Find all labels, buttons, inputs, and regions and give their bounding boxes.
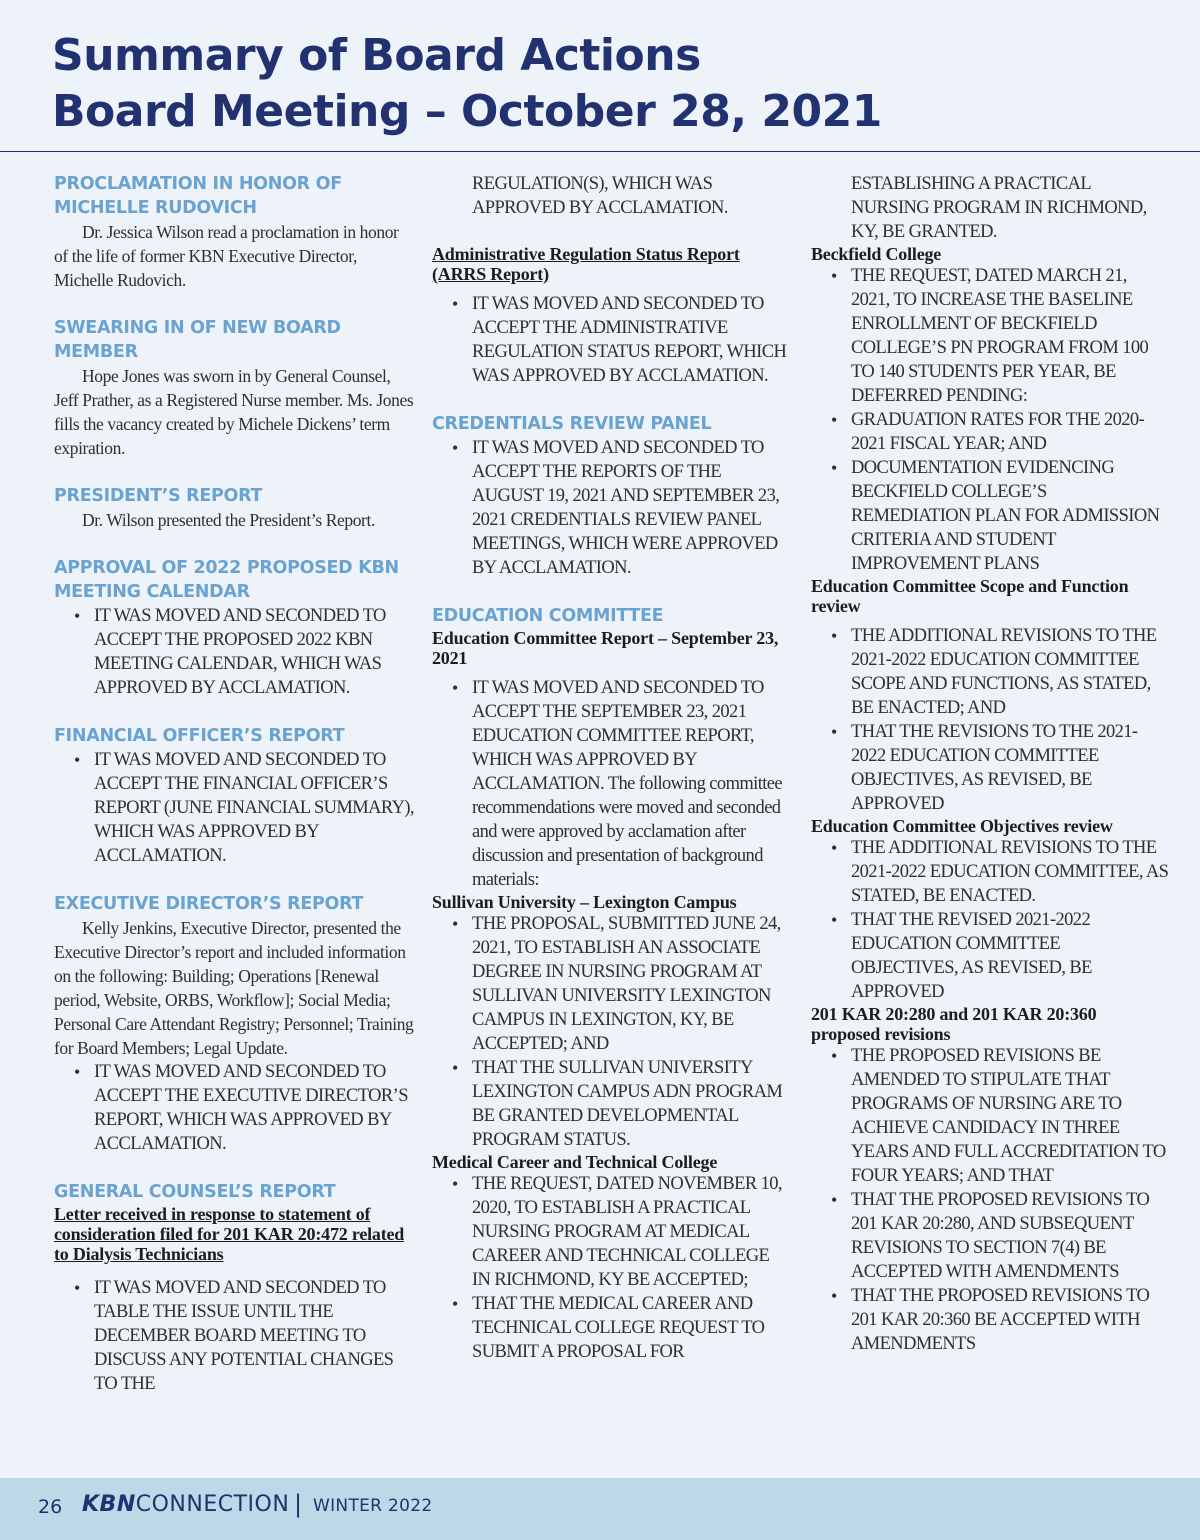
scope-review-list [811,624,1169,816]
list-item: • THAT THE SULLIVAN UNIVERSITY LEXINGTON CAMPUS ADN PROGRAM BE GRANTED DEVELOPMENTAL PROGRAM STATUS. [452,1058,783,1150]
scope-review-subhead: Education Committee Scope and Function review [811,576,1129,616]
arrs-report-list [432,292,788,388]
bullet-icon: • [831,910,837,930]
bullet-icon: • [74,1278,80,1298]
proclamation-text: Dr. Jessica Wilson read a proclamation in honor of the life of former KBN Executive Director, Michelle Rudovich. [54,222,399,290]
objectives-review-subhead: Education Committee Objectives review [811,816,1113,836]
financial-report-list [54,748,414,868]
list-item: • THE REQUEST, DATED MARCH 21, 2021, TO INCREASE THE BASELINE ENROLLMENT OF BECKFIELD COLLEGE’S PN PROGRAM FROM 100 TO 140 STUDENTS PER YEAR, BE DEFERRED PENDING: [831,266,1149,406]
section-heading-proclamation: PROCLAMATION IN HONOR OF MICHELLE RUDOVICH [54,174,342,218]
bullet-icon: • [452,1058,458,1078]
page-title-line1: Summary of Board Actions [52,30,701,81]
bullet-icon: • [452,294,458,314]
list-item: • IT WAS MOVED AND SECONDED TO ACCEPT THE REPORTS OF THE AUGUST 19, 2021 AND SEPTEMBER 23, 2021 CREDENTIALS REVIEW PANEL MEETINGS, WHICH WERE APPROVED BY ACCLAMATION. [452,438,780,578]
issue-label: WINTER 2022 [313,1496,433,1516]
section-heading-meeting-calendar: APPROVAL OF 2022 PROPOSED KBN MEETING CALENDAR [54,558,399,602]
list-item: • IT WAS MOVED AND SECONDED TO ACCEPT THE SEPTEMBER 23, 2021 EDUCATION COMMITTEE REPORT, WHICH WAS APPROVED BY ACCLAMATION. The following committee recommendations were moved and seconded and were approved by acclamation after discussion and presentation of background materials: [452,678,782,890]
section-heading-financial-report: FINANCIAL OFFICER’S REPORT [54,726,345,746]
executive-report-text: Kelly Jenkins, Executive Director, presented the Executive Director’s report and included information on the following: Building; Operations [Renewal period, Website, ORBS, Workflow]; Social Media; Personal Care Attendant Registry; Personnel; Training for Board Members; Legal Update. [54,918,414,1058]
page-title-line2: Board Meeting – October 28, 2021 [52,86,882,137]
bullet-icon: • [831,722,837,742]
kar-revisions-subhead: 201 KAR 20:280 and 201 KAR 20:360 proposed revisions [811,1004,1097,1044]
list-item: • IT WAS MOVED AND SECONDED TO ACCEPT THE PROPOSED 2022 KBN MEETING CALENDAR, WHICH WAS APPROVED BY ACCLAMATION. [74,606,386,698]
section-heading-presidents-report: PRESIDENT’S REPORT [54,486,263,506]
list-item: • THE REQUEST, DATED NOVEMBER 10, 2020, TO ESTABLISH A PRACTICAL NURSING PROGRAM AT MEDICAL CAREER AND TECHNICAL COLLEGE IN RICHMOND, KY BE ACCEPTED; [452,1174,782,1290]
continued-text: ESTABLISHING A PRACTICAL NURSING PROGRAM IN RICHMOND, KY, BE GRANTED. [851,174,1147,242]
section-heading-credentials-review: CREDENTIALS REVIEW PANEL [432,414,712,434]
bullet-icon: • [831,626,837,646]
brand-rest-text: CONNECTION [135,1492,290,1517]
continued-text-block [432,172,788,220]
bullet-icon: • [452,678,458,698]
bullet-icon: • [452,1174,458,1194]
column-right [811,172,1169,1356]
objectives-review-list [811,836,1169,1004]
list-item: • IT WAS MOVED AND SECONDED TO TABLE THE ISSUE UNTIL THE DECEMBER BOARD MEETING TO DISCUSS ANY POTENTIAL CHANGES TO THE [74,1278,394,1394]
footer-separator: | [294,1490,303,1518]
education-report-subhead: Education Committee Report – September 23, 2021 [432,628,779,668]
page-header [0,0,1200,152]
section-heading-swearing-in: SWEARING IN OF NEW BOARD MEMBER [54,318,341,362]
education-report-list [432,676,788,892]
bullet-icon: • [831,838,837,858]
executive-report-list [54,1060,414,1156]
bullet-icon: • [831,1190,837,1210]
continued-text-block [811,172,1169,244]
beckfield-subhead: Beckfield College [811,244,942,264]
list-item: • THE ADDITIONAL REVISIONS TO THE 2021-2022 EDUCATION COMMITTEE SCOPE AND FUNCTIONS, AS STATED, BE ENACTED; AND [831,626,1157,718]
meeting-calendar-list [54,604,414,700]
bullet-icon: • [831,458,837,478]
medical-college-list [432,1172,788,1364]
list-item: • IT WAS MOVED AND SECONDED TO ACCEPT THE FINANCIAL OFFICER’S REPORT (JUNE FINANCIAL SUMMARY), WHICH WAS APPROVED BY ACCLAMATION. [74,750,414,866]
list-item: • IT WAS MOVED AND SECONDED TO ACCEPT THE EXECUTIVE DIRECTOR’S REPORT, WHICH WAS APPROVED BY ACCLAMATION. [74,1062,408,1154]
bullet-icon: • [452,914,458,934]
list-item: • DOCUMENTATION EVIDENCING BECKFIELD COLLEGE’S REMEDIATION PLAN FOR ADMISSION CRITERIA AND STUDENT IMPROVEMENT PLANS [831,458,1160,574]
section-heading-executive-report: EXECUTIVE DIRECTOR’S REPORT [54,894,364,914]
column-left [54,172,414,1396]
list-item: • THAT THE REVISED 2021-2022 EDUCATION COMMITTEE OBJECTIVES, AS REVISED, BE APPROVED [831,910,1092,1002]
continued-text: REGULATION(S), WHICH WAS APPROVED BY ACCLAMATION. [472,174,728,218]
section-heading-education-committee: EDUCATION COMMITTEE [432,606,664,626]
bullet-icon: • [74,1062,80,1082]
list-item: • THAT THE PROPOSED REVISIONS TO 201 KAR 20:360 BE ACCEPTED WITH AMENDMENTS [831,1286,1150,1354]
page-number: 26 [38,1496,63,1518]
sullivan-list [432,912,788,1152]
general-counsel-list [54,1276,414,1396]
bullet-icon: • [452,1294,458,1314]
swearing-in-text: Hope Jones was sworn in by General Counsel, Jeff Prather, as a Registered Nurse member. Ms. Jones fills the vacancy created by Michele Dickens’ term expiration. [54,366,414,458]
credentials-review-list [432,436,788,580]
list-item: • THE ADDITIONAL REVISIONS TO THE 2021-2022 EDUCATION COMMITTEE, AS STATED, BE ENACTED. [831,838,1169,906]
bullet-icon: • [831,266,837,286]
bullet-icon: • [831,1286,837,1306]
bullet-icon: • [74,606,80,626]
list-item: • THAT THE MEDICAL CAREER AND TECHNICAL COLLEGE REQUEST TO SUBMIT A PROPOSAL FOR [452,1294,765,1362]
list-item: • IT WAS MOVED AND SECONDED TO ACCEPT THE ADMINISTRATIVE REGULATION STATUS REPORT, WHICH WAS APPROVED BY ACCLAMATION. [452,294,787,386]
general-counsel-subhead: Letter received in response to statement of consideration filed for 201 KAR 20:472 related to Dialysis Technicians [54,1204,405,1264]
bullet-icon: • [74,750,80,770]
section-heading-general-counsel: GENERAL COUNSEL’S REPORT [54,1182,336,1202]
list-item [811,172,1169,244]
beckfield-list [811,264,1169,576]
arrs-report-subhead: Administrative Regulation Status Report (ARRS Report) [432,244,740,284]
brand-bold-text: KBN [82,1492,136,1517]
list-item: • THAT THE PROPOSED REVISIONS TO 201 KAR 20:280, AND SUBSEQUENT REVISIONS TO SECTION 7(4) BE ACCEPTED WITH AMENDMENTS [831,1190,1150,1282]
list-item: • THAT THE REVISIONS TO THE 2021-2022 EDUCATION COMMITTEE OBJECTIVES, AS REVISED, BE APPROVED [831,722,1138,814]
list-item: • THE PROPOSAL, SUBMITTED JUNE 24, 2021, TO ESTABLISH AN ASSOCIATE DEGREE IN NURSING PROGRAM AT SULLIVAN UNIVERSITY LEXINGTON CAMPUS IN LEXINGTON, KY, BE ACCEPTED; AND [452,914,781,1054]
page-footer [0,1478,1200,1540]
list-item [432,172,788,220]
list-item: • GRADUATION RATES FOR THE 2020-2021 FISCAL YEAR; AND [831,410,1145,454]
column-middle [432,172,788,1364]
bullet-icon: • [452,438,458,458]
bullet-icon: • [831,410,837,430]
kar-revisions-list [811,1044,1169,1356]
medical-college-subhead: Medical Career and Technical College [432,1152,718,1172]
presidents-report-text: Dr. Wilson presented the President’s Report. [82,510,375,530]
publication-logo [82,1492,289,1517]
bullet-icon: • [831,1046,837,1066]
list-item: • THE PROPOSED REVISIONS BE AMENDED TO STIPULATE THAT PROGRAMS OF NURSING ARE TO ACHIEVE CANDIDACY IN THREE YEARS AND FULL ACCREDITATION TO FOUR YEARS; AND THAT [831,1046,1166,1186]
sullivan-subhead: Sullivan University – Lexington Campus [432,892,737,912]
